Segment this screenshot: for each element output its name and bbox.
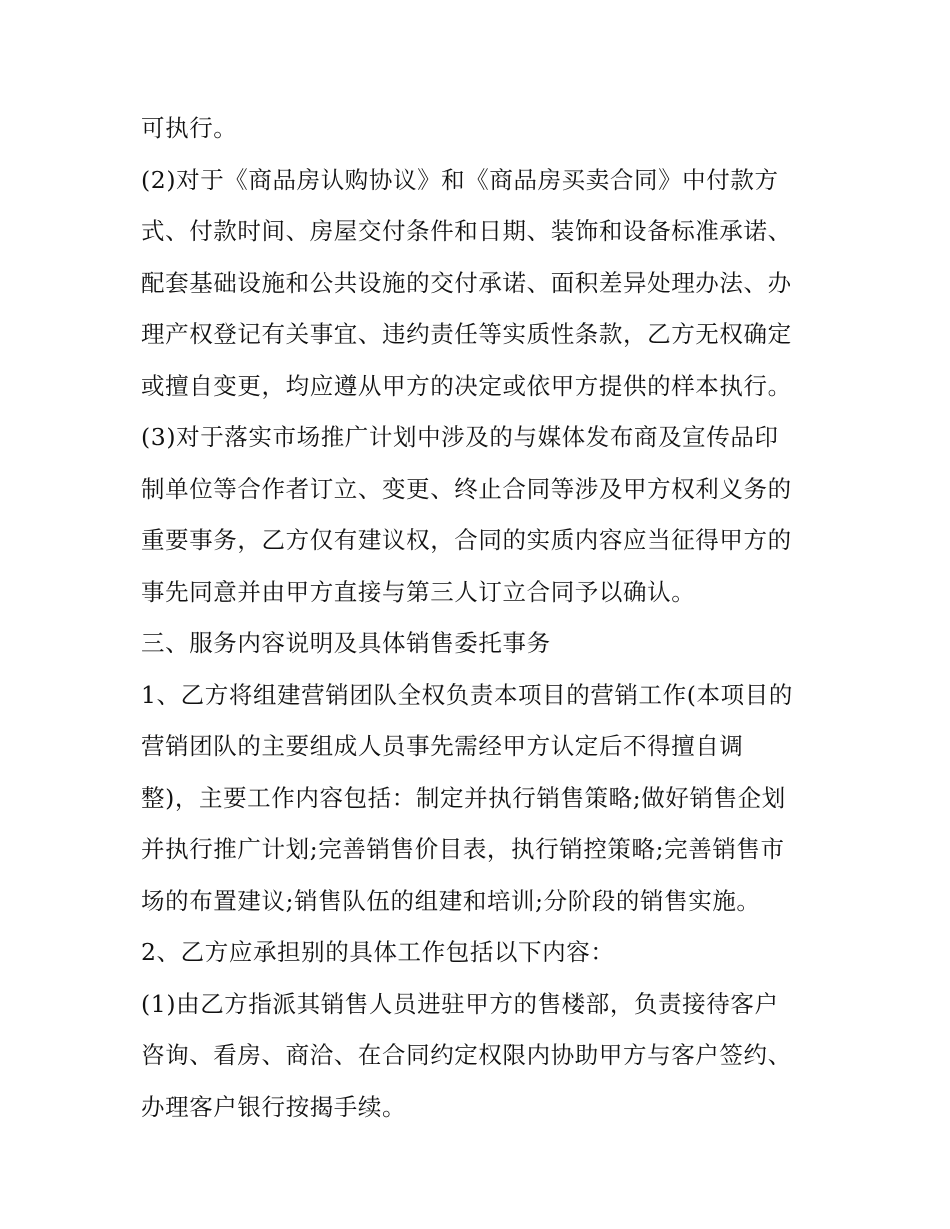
text-line: 办理客户银行按揭手续。 — [141, 1092, 407, 1121]
text-line: 营销团队的主要组成人员事先需经甲方认定后不得擅自调 — [141, 732, 744, 760]
text-line: 1、乙方将组建营销团队全权负责本项目的营销工作(本项目的 — [141, 680, 793, 709]
text-line: (3)对于落实市场推广计划中涉及的与媒体发布商及宣传品印 — [141, 423, 779, 451]
text-line: 理产权登记有关事宜、违约责任等实质性条款，乙方无权确定 — [141, 320, 792, 348]
text-line: 可执行。 — [141, 114, 238, 142]
text-line: (1)由乙方指派其销售人员进驻甲方的售楼部，负责接待客户 — [141, 989, 779, 1018]
text-line: 整)，主要工作内容包括：制定并执行销售策略;做好销售企划 — [141, 783, 786, 812]
text-line: 咨询、看房、商洽、在合同约定权限内协助甲方与客户签约、 — [141, 1041, 792, 1069]
text-line: 配套基础设施和公共设施的交付承诺、面积差异处理办法、办 — [141, 268, 792, 297]
text-line: 重要事务，乙方仅有建议权，合同的实质内容应当征得甲方的 — [141, 526, 792, 554]
text-line: 制单位等合作者订立、变更、终止合同等涉及甲方权利义务的 — [141, 474, 792, 503]
document-page — [141, 103, 821, 1133]
text-line: 事先同意并由甲方直接与第三人订立合同予以确认。 — [141, 577, 696, 606]
text-line: 2、乙方应承担别的具体工作包括以下内容： — [141, 938, 615, 966]
text-line: 场的布置建议;销售队伍的组建和培训;分阶段的销售实施。 — [141, 886, 761, 915]
text-line: 式、付款时间、房屋交付条件和日期、装饰和设备标准承诺、 — [141, 217, 792, 245]
section-heading: 三、服务内容说明及具体销售委托事务 — [141, 629, 551, 657]
text-line: 或擅自变更，均应遵从甲方的决定或依甲方提供的样本执行。 — [141, 371, 792, 400]
text-line: 并执行推广计划;完善销售价目表，执行销控策略;完善销售市 — [141, 835, 785, 863]
text-line: (2)对于《商品房认购协议》和《商品房买卖合同》中付款方 — [141, 165, 779, 194]
